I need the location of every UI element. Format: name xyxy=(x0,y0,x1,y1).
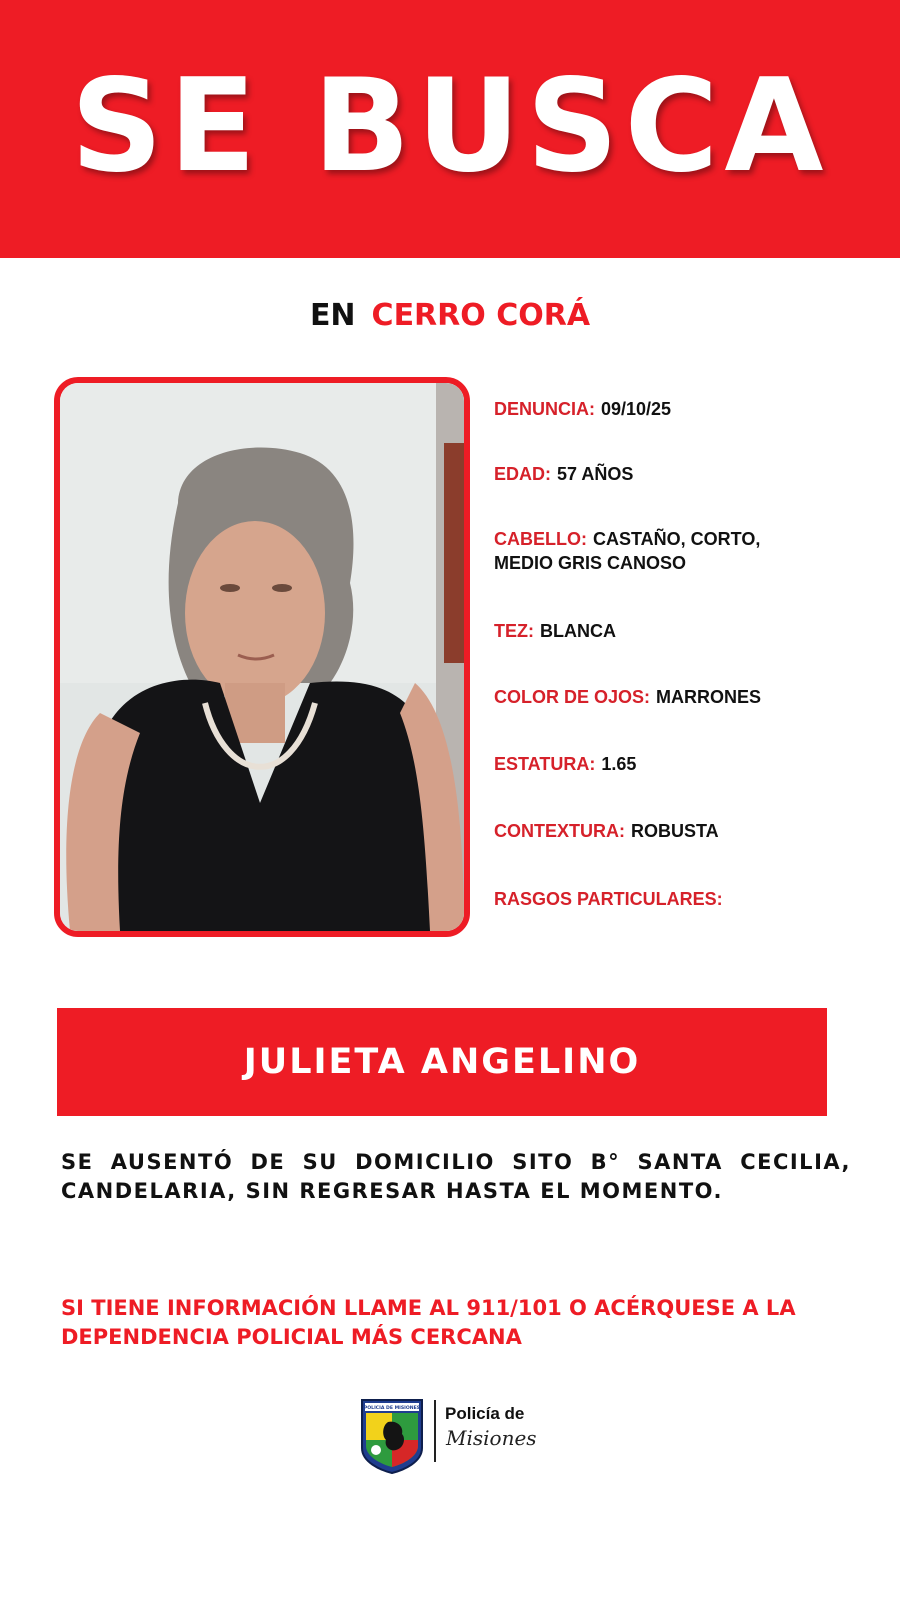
location-line xyxy=(0,298,900,333)
detail-edad: EDAD: 57 AÑOS xyxy=(494,464,634,484)
page-title: SE BUSCA xyxy=(70,51,830,201)
police-logo xyxy=(360,1396,560,1476)
location-place: CERRO CORÁ xyxy=(371,298,591,333)
shield-text: POLICIA DE MISIONES xyxy=(363,1406,421,1411)
detail-rasgos: RASGOS PARTICULARES: xyxy=(494,889,723,909)
logo-divider xyxy=(434,1400,436,1462)
call-to-action: SI TIENE INFORMACIÓN LLAME AL 911/101 O ACÉRQUESE A LA DEPENDENCIA POLICIAL MÁS CERCANA xyxy=(61,1296,796,1349)
person-name: JULIETA ANGELINO xyxy=(243,1042,641,1082)
name-banner xyxy=(57,1008,827,1116)
logo-text-line2: Misiones xyxy=(446,1426,537,1450)
detail-contextura: CONTEXTURA: ROBUSTA xyxy=(494,821,719,841)
absence-text: SE AUSENTÓ DE SU DOMICILIO SITO B° SANTA CECILIA, CANDELARIA, SIN REGRESAR HASTA EL MOMENTO. xyxy=(61,1150,851,1203)
detail-denuncia: DENUNCIA: 09/10/25 xyxy=(494,399,672,419)
detail-tez: TEZ: BLANCA xyxy=(494,621,616,641)
logo-text-line1: Policía de xyxy=(445,1404,525,1423)
header-banner xyxy=(0,0,900,258)
location-prefix: EN xyxy=(309,298,356,333)
detail-estatura: ESTATURA: 1.65 xyxy=(494,754,637,774)
police-shield-icon xyxy=(360,1396,424,1474)
person-photo xyxy=(54,377,470,937)
detail-cabello: CABELLO: CASTAÑO, CORTO, MEDIO GRIS CANOSO xyxy=(494,529,761,573)
person-photo-icon xyxy=(60,383,464,931)
detail-color-ojos: COLOR DE OJOS: MARRONES xyxy=(494,687,762,707)
